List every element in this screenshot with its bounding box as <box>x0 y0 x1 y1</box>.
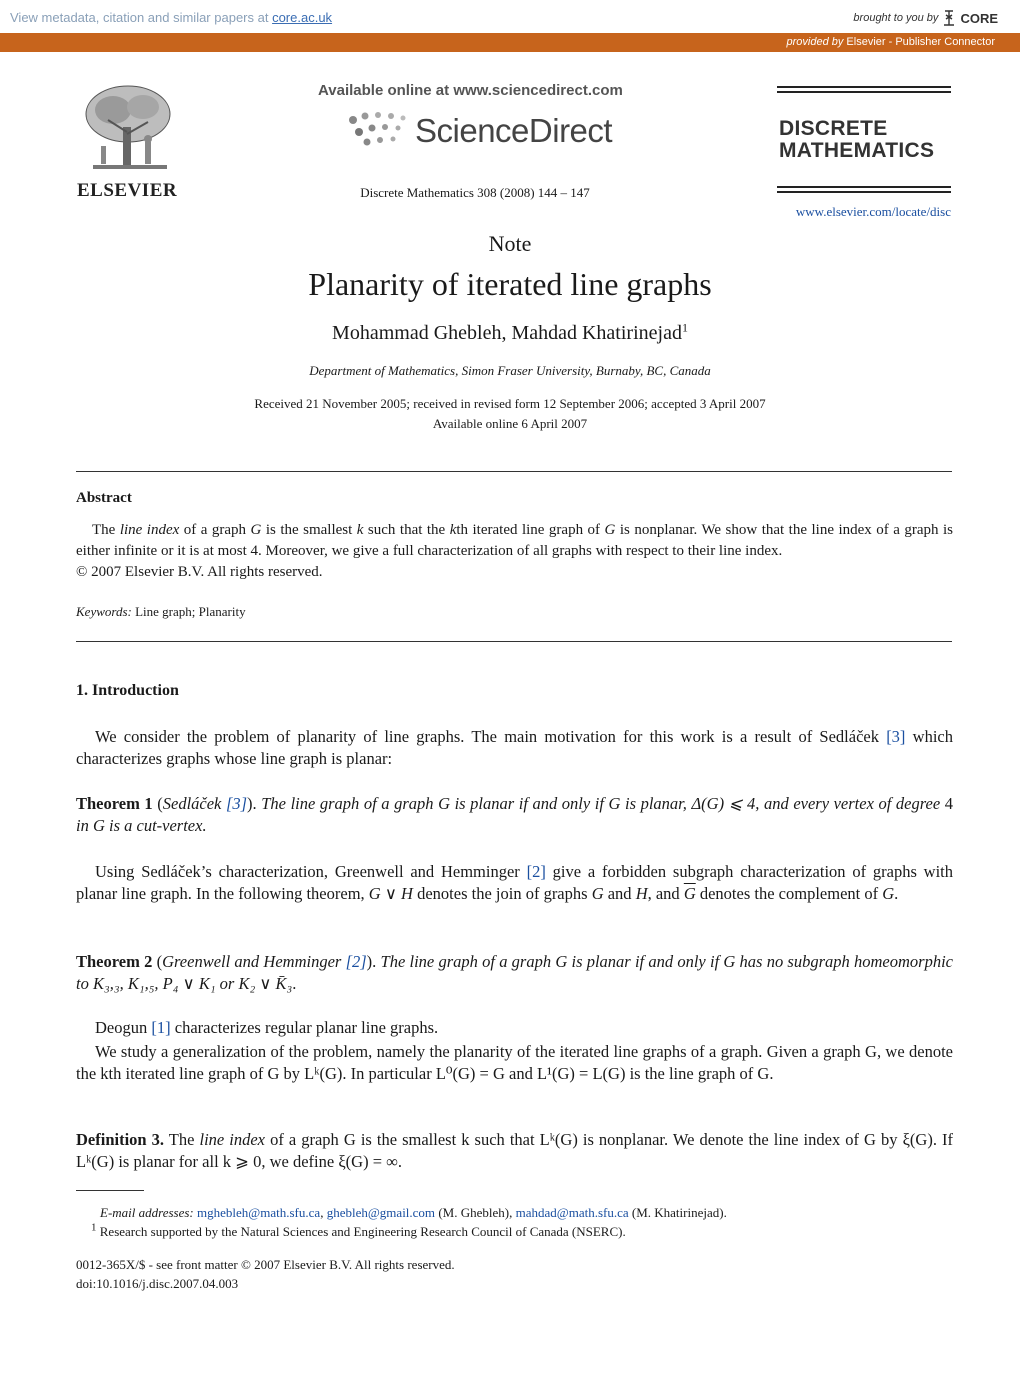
brought-by-text: brought to you by <box>853 12 939 24</box>
core-metadata-link[interactable] <box>10 10 332 25</box>
abstract-text: such that the <box>363 522 450 538</box>
abstract-rule-bottom <box>76 641 952 642</box>
theorem-text: in G is a cut-vertex. <box>76 816 207 835</box>
author-list <box>0 322 1020 345</box>
email-link[interactable]: mghebleh@math.sfu.ca <box>197 1205 321 1220</box>
abstract-text: th iterated line graph of <box>456 522 605 538</box>
core-logo-icon <box>942 9 956 27</box>
sciencedirect-dots-icon <box>345 110 413 152</box>
journal-rule-bottom <box>777 186 951 196</box>
theorem-2 <box>76 951 953 995</box>
footnote-emails: E-mail addresses: mghebleh@math.sfu.ca, ghebleh@gmail.com (M. Ghebleh), mahdad@math.sfu.ca (M. Khatirinejad). <box>100 1205 727 1220</box>
available-online-date: Available online 6 April 2007 <box>432 416 588 431</box>
provided-by[interactable] <box>787 36 996 48</box>
citation-link[interactable]: [1] <box>151 1018 171 1037</box>
abstract-term: line index <box>119 522 180 538</box>
math-expression: K₃,₃, K₁,₅, P₄ ∨ K₁ or K₂ ∨ K̄₃ <box>92 974 293 993</box>
definition-term: line index <box>199 1130 266 1149</box>
keywords <box>76 604 246 620</box>
provided-by-prefix: provided by <box>786 36 844 48</box>
abstract-body <box>76 520 953 583</box>
authors-text: Mohammad Ghebleh, Mahdad Khatirinejad <box>332 322 682 344</box>
para-text: give a forbidden subgraph characterization of graphs with planar line graph. In the following theorem, <box>76 862 954 903</box>
theorem-attr: ( <box>152 794 163 813</box>
citation-link[interactable]: [2] <box>526 862 546 881</box>
math-var: G <box>882 884 895 903</box>
intro-paragraph-1 <box>76 726 953 770</box>
email-owner: (M. Ghebleh), <box>435 1205 516 1220</box>
citation-link[interactable]: [3] <box>886 727 906 746</box>
publisher-name: ELSEVIER <box>77 180 178 201</box>
keywords-list: Line graph; Planarity <box>131 604 246 619</box>
definition-text: of a graph G is the smallest k such that Lᵏ(G) is nonplanar. We denote the line index of G by ξ(G). If Lᵏ(G) is planar for all k ⩾ 0, we define ξ(G) = ∞. <box>76 1130 953 1171</box>
journal-title <box>779 118 934 162</box>
citation-link[interactable]: [2] <box>345 952 367 971</box>
theorem-attr: Greenwell and Hemminger <box>162 952 346 971</box>
journal-rule-top <box>777 86 951 96</box>
doi-line[interactable]: doi:10.1016/j.disc.2007.04.003 <box>76 1276 239 1291</box>
para-text: and <box>603 884 636 903</box>
math-var: G <box>250 522 262 538</box>
theorem-label: Theorem 2 <box>76 952 153 971</box>
core-brought-by <box>853 9 998 27</box>
math-var: H <box>635 884 648 903</box>
para-text: We consider the problem of planarity of line graphs. The main motivation for this work is a result of Sedláček <box>95 727 887 746</box>
abstract-text: is the smallest <box>261 522 357 538</box>
intro-paragraph-2 <box>76 861 953 905</box>
journal-title-line1: DISCRETE <box>779 117 888 140</box>
para-text: Deogun <box>95 1018 152 1037</box>
abstract-text: of a graph <box>179 522 251 538</box>
math-var: k <box>449 522 457 538</box>
core-view-prefix: View metadata, citation and similar papers at <box>10 10 273 25</box>
journal-reference: Discrete Mathematics 308 (2008) 144 – 147 <box>360 185 590 200</box>
footnote-mark: 1 <box>91 1221 97 1234</box>
elsevier-tree-logo-icon <box>73 82 183 177</box>
math-expression: 4 <box>944 794 953 813</box>
para-text: Using Sedláček’s characterization, Greenwell and Hemminger <box>95 862 527 881</box>
intro-paragraph-3 <box>76 1017 953 1039</box>
email-link[interactable]: ghebleh@gmail.com <box>326 1205 436 1220</box>
citation-link[interactable]: [3] <box>225 794 248 813</box>
article-type: Note <box>488 231 532 256</box>
para-text: which characterizes graphs whose line graph is planar: <box>76 727 953 768</box>
received-dates: Received 21 November 2005; received in revised form 12 September 2006; accepted 3 April 2007 <box>254 396 766 411</box>
theorem-attr: ). <box>366 952 381 971</box>
email-label: E-mail addresses: <box>100 1205 194 1220</box>
journal-title-line2: MATHEMATICS <box>779 139 935 162</box>
abstract-text: is nonplanar. We show that the line index of a graph is either infinite or it is at most 4. Moreover, we give a full characterization of all graphs with respect to their line index. <box>76 522 954 559</box>
core-provider-bar <box>0 33 1020 52</box>
para-text: . <box>894 884 899 903</box>
abstract-text: The <box>92 522 120 538</box>
theorem-text: The line graph of a graph G is planar if and only if G has no subgraph homeomorphic to <box>76 952 953 993</box>
theorem-attr: ). <box>247 794 262 813</box>
footnote-1 <box>91 1221 626 1240</box>
issn-line: 0012-365X/$ - see front matter © 2007 Elsevier B.V. All rights reserved. <box>76 1257 455 1272</box>
keywords-label: Keywords: <box>76 604 132 619</box>
intro-paragraph-4: We study a generalization of the problem, namely the planarity of the iterated line graphs of a graph. Given a graph G, we denote the kth iterated line graph of G by Lᵏ(G). In particular L⁰(G) = G and L¹(G) = L(G) is the line graph of G. <box>76 1042 953 1083</box>
core-banner <box>0 0 1020 33</box>
abstract-copyright: © 2007 Elsevier B.V. All rights reserved. <box>76 564 323 580</box>
para-text: characterizes regular planar line graphs. <box>170 1018 439 1037</box>
journal-url-link[interactable]: www.elsevier.com/locate/disc <box>795 204 951 219</box>
para-text: denotes the complement of <box>695 884 883 903</box>
definition-3 <box>76 1129 953 1173</box>
footnote-text: Research supported by the Natural Sciences and Engineering Research Council of Canada (NSERC). <box>96 1224 626 1239</box>
theorem-label: Theorem 1 <box>76 794 153 813</box>
math-var: k <box>356 522 364 538</box>
theorem-attr: Sedláček <box>162 794 226 813</box>
available-online-text: Available online at www.sciencedirect.com <box>318 82 623 99</box>
theorem-text: . <box>292 974 297 993</box>
footnote-rule <box>76 1190 144 1191</box>
email-owner: (M. Khatirinejad). <box>628 1205 727 1220</box>
author-footnote-mark[interactable]: 1 <box>681 320 688 335</box>
para-text: denotes the join of graphs <box>412 884 592 903</box>
abstract-heading: Abstract <box>76 490 132 506</box>
math-expression: G ∨ H <box>368 884 413 903</box>
theorem-text: The line graph of a graph G is planar if and only if G is planar, <box>261 794 692 813</box>
para-text: , and <box>647 884 684 903</box>
sciencedirect-wordmark: ScienceDirect <box>415 112 613 149</box>
math-expression: Δ(G) ⩽ 4 <box>691 794 756 813</box>
theorem-1 <box>76 793 953 837</box>
abstract-rule-top <box>76 471 952 472</box>
math-var: $\overline{G}$ <box>683 884 696 903</box>
math-var: G <box>604 522 616 538</box>
email-link[interactable]: mahdad@math.sfu.ca <box>515 1205 629 1220</box>
theorem-attr: ( <box>152 952 163 971</box>
definition-text: The <box>164 1130 200 1149</box>
core-ac-uk-link[interactable]: core.ac.uk <box>272 10 333 25</box>
provided-by-source: Elsevier - Publisher Connector <box>843 36 995 48</box>
theorem-text: , and every vertex of degree <box>755 794 945 813</box>
definition-label: Definition 3. <box>76 1130 165 1149</box>
section-heading: 1. Introduction <box>76 682 179 699</box>
core-label: CORE <box>960 10 998 26</box>
paper-title: Planarity of iterated line graphs <box>308 266 712 302</box>
affiliation: Department of Mathematics, Simon Fraser University, Burnaby, BC, Canada <box>309 363 711 378</box>
math-var: G <box>591 884 604 903</box>
